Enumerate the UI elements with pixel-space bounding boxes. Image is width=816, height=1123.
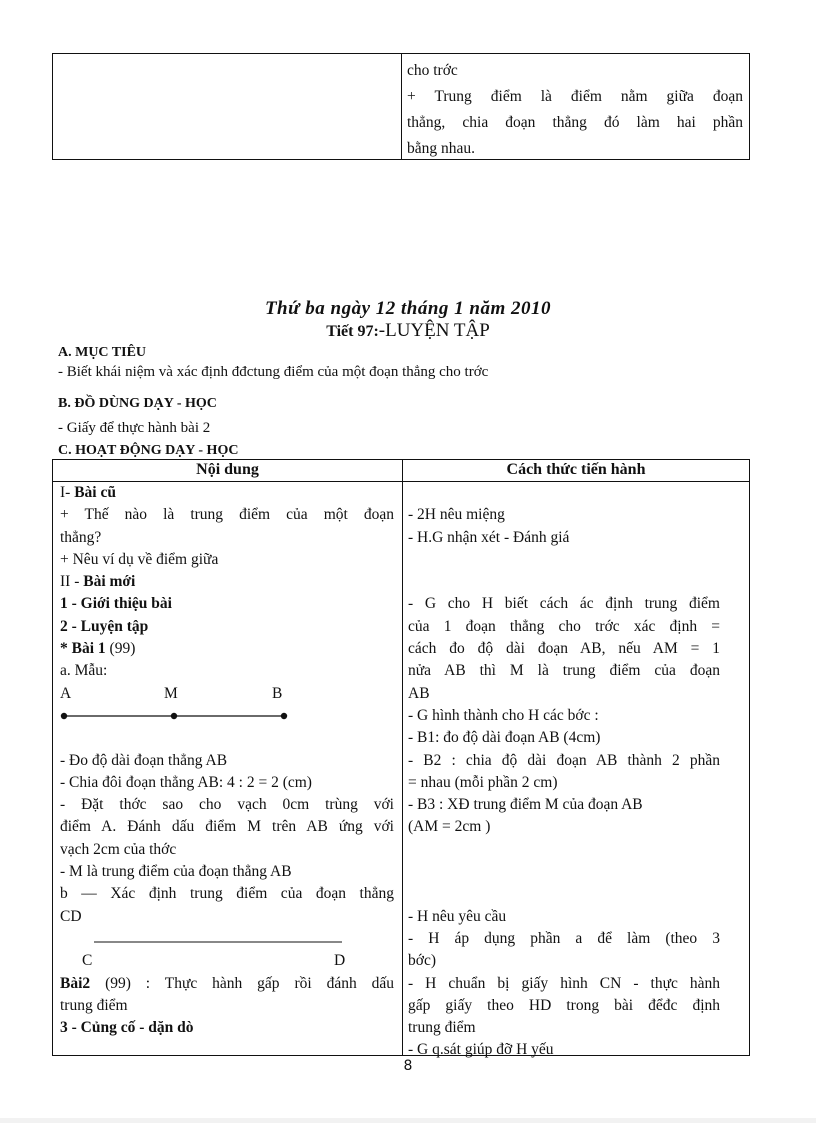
section-a-text: - Biết khái niệm và xác định đđctung điểm của một đoạn thẳng cho trớc: [58, 364, 489, 380]
text-line: 2 - Luyện tập: [60, 617, 149, 635]
point-a-dot: [61, 713, 67, 719]
text-line: + Thế nào là trung điểm của một đoạn: [60, 506, 394, 524]
content-column: [60, 482, 394, 1039]
text-line: = nhau (mỗi phần 2 cm): [408, 773, 558, 791]
text-line: - G cho H biết cách ác định trung điểm: [408, 595, 720, 613]
section-b-text: - Giấy để thực hành bài 2: [58, 420, 211, 436]
point-label-a: A: [60, 684, 72, 702]
section-c-title: C. HOẠT ĐỘNG DẠY - HỌC: [58, 443, 239, 458]
text-line: + Nêu ví dụ về điểm giữa: [60, 550, 219, 568]
column-header-content: Nội dung: [196, 461, 259, 478]
blank-line: [408, 839, 720, 861]
text-line: (AM = 2cm ): [408, 818, 491, 836]
point-label-c: C: [82, 952, 93, 970]
text-line: AB: [408, 684, 430, 702]
segment-ab-row: [60, 705, 394, 727]
text-line: - H nêu yêu cầu: [408, 907, 507, 925]
text-line: trung điểm: [60, 996, 128, 1014]
point-m-dot: [171, 713, 177, 719]
text-line: + Trung điểm là điểm nằm giữa đoạn: [407, 88, 743, 105]
point-label-m: M: [164, 684, 178, 702]
text-line: CD: [60, 907, 82, 925]
section-b-title: B. ĐỒ DÙNG DẠY - HỌC: [58, 396, 217, 411]
lesson-prefix: Tiết 97:: [326, 323, 379, 340]
point-b-dot: [281, 713, 287, 719]
blank-line: [408, 549, 720, 571]
segment-labels-abm: [60, 683, 394, 705]
table-divider: [401, 54, 402, 159]
text-line: thẳng, chia đoạn thẳng đó làm hai phần: [407, 114, 743, 131]
blank-line: [60, 727, 394, 749]
text-line: a. Mẫu:: [60, 662, 108, 680]
text-line: gấp giấy theo HD trong bài đểđc định: [408, 996, 720, 1014]
column-header-method: Cách thức tiến hành: [506, 461, 646, 478]
top-table-right-cell: [407, 58, 743, 162]
text-line: - G q.sát giúp đỡ H yếu: [408, 1041, 554, 1059]
text-line: II - Bài mới: [60, 573, 136, 591]
text-line: 3 - Củng cố - dặn dò: [60, 1019, 194, 1037]
text-line: của 1 đoạn thẳng cho trớc xác định =: [408, 617, 720, 635]
text-line: trung điểm: [408, 1019, 476, 1037]
text-line: - G hình thành cho H các bớc :: [408, 706, 599, 724]
text-line: bớc): [408, 952, 436, 970]
blank-line: [408, 482, 720, 504]
text-line: thẳng?: [60, 528, 102, 546]
text-line: - H.G nhận xét - Đánh giá: [408, 528, 570, 546]
text-line: - Đo độ dài đoạn thẳng AB: [60, 751, 228, 769]
point-label-d: D: [334, 952, 346, 970]
text-line: - B1: đo độ dài đoạn AB (4cm): [408, 729, 601, 747]
text-line: - H áp dụng phần a để làm (theo 3: [408, 929, 720, 947]
text-line: - B2 : chia độ dài đoạn AB thành 2 phần: [408, 751, 720, 769]
text-line: - 2H nêu miệng: [408, 506, 505, 524]
segment-cd-row: [60, 928, 394, 950]
text-line: Bài2 (99) : Thực hành gấp rồi đánh dấu: [60, 974, 394, 992]
text-line: 1 - Giới thiệu bài: [60, 595, 172, 613]
text-line: - M là trung điểm của đoạn thẳng AB: [60, 863, 292, 881]
column-divider: [402, 460, 403, 1055]
text-line: - H chuẩn bị giấy hình CN - thực hành: [408, 974, 720, 992]
text-line: - Chia đôi đoạn thẳng AB: 4 : 2 = 2 (cm): [60, 773, 312, 791]
page-number: 8: [403, 1058, 413, 1074]
text-line: nửa AB thì M là trung điểm của đoạn: [408, 662, 720, 680]
blank-line: [408, 883, 720, 905]
lesson-title: [0, 320, 816, 342]
text-line: * Bài 1 (99): [60, 640, 136, 658]
text-line: b — Xác định trung điểm của đoạn thẳng: [60, 885, 394, 903]
text-line: - B3 : XĐ trung điểm M của đoạn AB: [408, 796, 643, 814]
segment-ab-diagram: [60, 705, 300, 727]
method-column: [408, 482, 720, 1062]
date-heading: Thứ ba ngày 12 tháng 1 năm 2010: [264, 298, 552, 319]
blank-line: [408, 861, 720, 883]
segment-labels-cd: [60, 950, 394, 972]
text-line: bằng nhau.: [407, 140, 476, 157]
text-line: vạch 2cm của thớc: [60, 840, 177, 858]
segment-cd-diagram: [60, 928, 360, 950]
text-line: cách đo độ dài đoạn AB, nếu AM = 1: [408, 640, 720, 658]
section-a-title: A. MỤC TIÊU: [58, 345, 147, 360]
lesson-name: -LUYỆN TẬP: [378, 320, 490, 341]
blank-line: [408, 571, 720, 593]
page-bottom-edge: [0, 1118, 816, 1123]
text-line: - Đặt thớc sao cho vạch 0cm trùng với: [60, 796, 394, 814]
text-line: điểm A. Đánh dấu điểm M trên AB ứng với: [60, 818, 394, 836]
top-table: [52, 53, 750, 160]
point-label-b: B: [272, 684, 283, 702]
text-line: I- Bài cũ: [60, 484, 116, 501]
text-line: cho trớc: [407, 62, 458, 79]
